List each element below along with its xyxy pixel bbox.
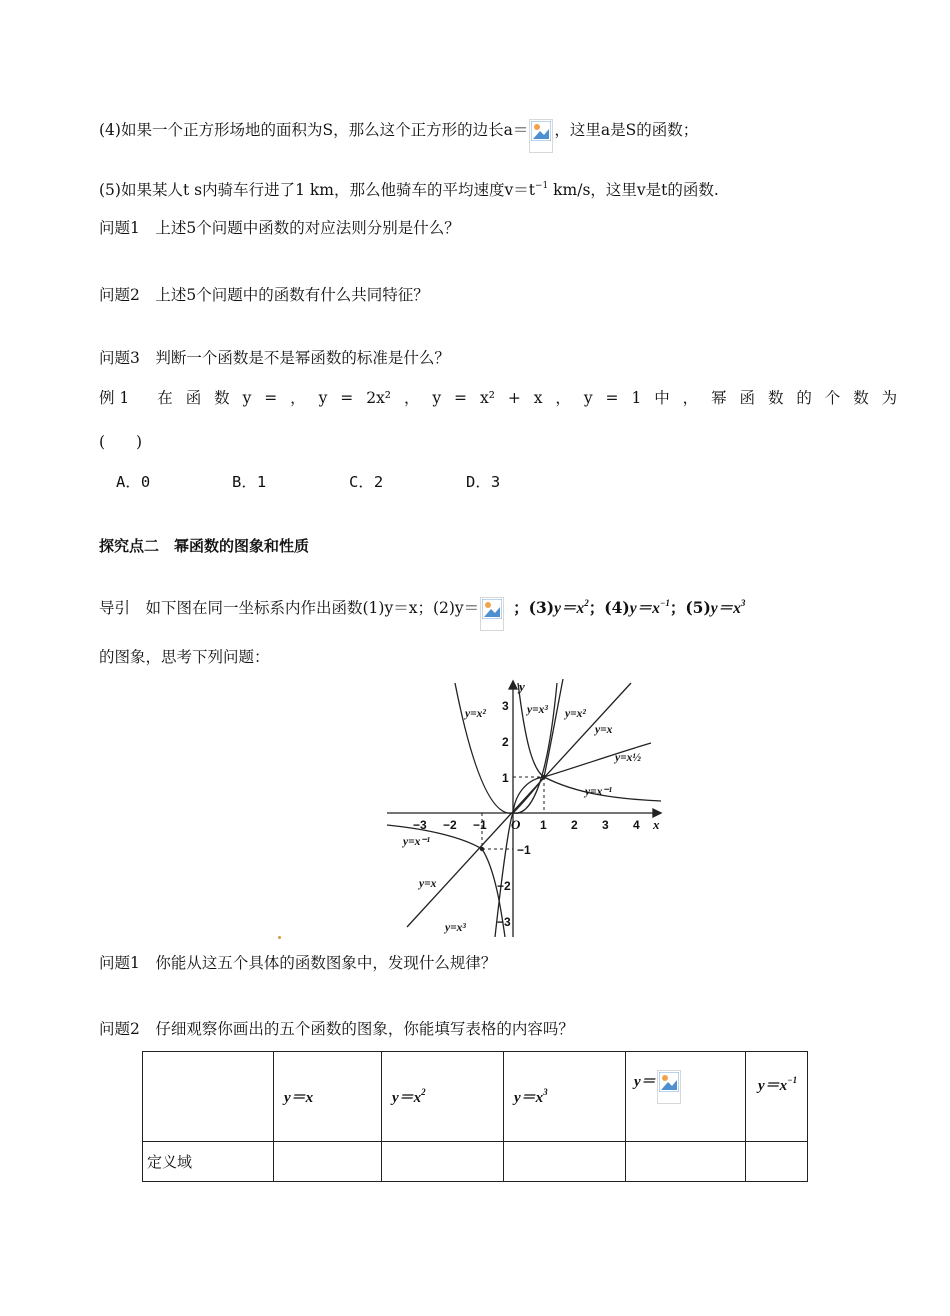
origin-label: O <box>511 817 521 832</box>
item-5-exp: −1 <box>534 181 549 191</box>
item-5-text: (5)如果某人t s内骑车行进了1 km，那么他骑车的平均速度v＝t <box>99 181 535 199</box>
header-func: y＝x <box>284 1090 314 1106</box>
y-axis-label: y <box>519 679 525 694</box>
intro-sep: ；(4) <box>588 598 630 617</box>
y-tick: 3 <box>502 699 509 713</box>
x-tick: 4 <box>633 818 640 832</box>
curve-y-x <box>407 683 631 927</box>
y-tick: −2 <box>497 879 511 893</box>
x-tick: −1 <box>473 818 487 832</box>
section-2-title: 探究点二 幂函数的图象和性质 <box>99 537 310 555</box>
item-5-text-end: km/s，这里v是t的函数. <box>548 181 719 199</box>
x-tick: −2 <box>443 818 457 832</box>
header-exp: 2 <box>421 1087 426 1097</box>
option-a: A．0 <box>116 473 151 491</box>
header-func: y＝x <box>514 1090 544 1106</box>
x-tick: 3 <box>602 818 609 832</box>
item-4-text-end: ，这里a是S的函数； <box>554 121 699 139</box>
x-axis-label: x <box>653 817 660 832</box>
curve-label: y=x <box>419 878 437 890</box>
option-d: D．3 <box>466 473 501 491</box>
question-1: 问题1 上述5个问题中函数的对应法则分别是什么？ <box>99 219 460 237</box>
header-exp: −1 <box>787 1075 798 1085</box>
intro-sep: ；(3) <box>513 598 555 617</box>
curve-label: y=x½ <box>615 752 642 764</box>
graph-svg <box>387 679 667 937</box>
stray-dot <box>278 936 281 939</box>
item-4 <box>99 118 698 153</box>
table-header-cell <box>746 1052 808 1142</box>
example-1 <box>99 386 898 408</box>
func-5: y＝x <box>710 600 741 617</box>
header-func: y＝x <box>758 1078 788 1094</box>
broken-image-icon <box>657 1070 681 1104</box>
curve-label: y=x⁻¹ <box>403 836 430 848</box>
x-tick: −3 <box>413 818 427 832</box>
func-4-exp: −1 <box>659 598 670 608</box>
example-1-label: 例 1 <box>99 389 130 407</box>
table-header-cell <box>382 1052 504 1142</box>
curve-label: y=x³ <box>445 922 466 934</box>
table-header-cell <box>626 1052 746 1142</box>
section-2-question-1: 问题1 你能从这五个具体的函数图象中，发现什么规律？ <box>99 954 497 972</box>
curve-label: y=x <box>595 724 613 736</box>
broken-image-icon <box>480 597 504 631</box>
item-4-text: (4)如果一个正方形场地的面积为S，那么这个正方形的边长a＝ <box>99 121 529 139</box>
func-4: y＝x <box>629 600 660 617</box>
table-row <box>143 1142 808 1182</box>
y-tick: −1 <box>517 843 531 857</box>
header-func: y＝x <box>392 1090 422 1106</box>
option-c: C．2 <box>349 473 384 491</box>
header-exp: 3 <box>543 1087 548 1097</box>
x-tick: 2 <box>571 818 578 832</box>
item-5 <box>99 178 719 200</box>
point-1-1 <box>542 775 546 779</box>
func-5-exp: 3 <box>740 598 746 608</box>
broken-image-icon <box>529 119 553 153</box>
option-b: B．1 <box>232 473 267 491</box>
table-cell <box>274 1142 382 1182</box>
y-tick: 1 <box>502 771 509 785</box>
question-3: 问题3 判断一个函数是不是幂函数的标准是什么？ <box>99 349 450 367</box>
section-2-intro-line-2: 的图象，思考下列问题： <box>99 648 270 666</box>
table-cell <box>746 1142 808 1182</box>
example-1-text: 在 函 数 y = ， y = 2x² ， y = x² + x ， y = 1 中 ， 幂 函 数 的 个 数 为 <box>157 389 898 407</box>
y-axis-arrow <box>509 681 517 689</box>
curve-label: y=x⁻¹ <box>585 786 612 798</box>
question-2: 问题2 上述5个问题中的函数有什么共同特征？ <box>99 286 429 304</box>
properties-table <box>142 1051 808 1182</box>
x-axis-arrow <box>653 809 661 817</box>
section-2-intro <box>99 596 745 631</box>
curve-label: y=x³ <box>527 704 548 716</box>
table-cell <box>382 1142 504 1182</box>
example-1-paren: ( ) <box>99 433 143 451</box>
table-header-cell <box>274 1052 382 1142</box>
power-functions-graph <box>387 679 667 941</box>
intro-text: 导引 如下图在同一坐标系内作出函数(1)y＝x；(2)y＝ <box>99 599 480 617</box>
section-2-question-2: 问题2 仔细观察你画出的五个函数的图象，你能填写表格的内容吗？ <box>99 1020 574 1038</box>
table-row-label: 定义域 <box>143 1142 274 1182</box>
header-func: y＝ <box>634 1074 656 1090</box>
y-tick: −3 <box>497 915 511 929</box>
x-tick: 1 <box>540 818 547 832</box>
curve-label: y=x² <box>565 708 586 720</box>
y-tick: 2 <box>502 735 509 749</box>
func-3: y＝x <box>554 600 585 617</box>
point-m1-m1 <box>480 847 484 851</box>
curve-label: y=x² <box>465 708 486 720</box>
table-cell <box>626 1142 746 1182</box>
intro-sep: ；(5) <box>669 598 711 617</box>
table-header-cell <box>504 1052 626 1142</box>
table-header-cell <box>143 1052 274 1142</box>
table-cell <box>504 1142 626 1182</box>
table-header-row <box>143 1052 808 1142</box>
func-3-exp: 2 <box>584 598 589 608</box>
